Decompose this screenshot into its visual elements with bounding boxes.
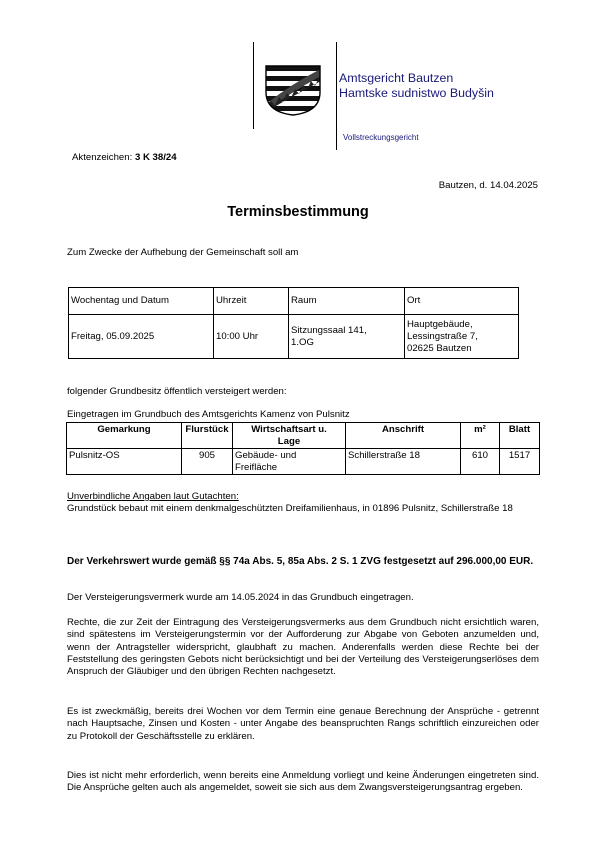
- advice-text: Es ist zweckmäßig, bereits drei Wochen vor dem Termin eine genaue Berechnung der Ansprüche - getrennt nach Hauptsache, Zinsen und Kosten - unter Angabe des beanspruchten Rangs schriftlich einzureichen oder zu Protokoll der Geschäftsstelle zu erklären.: [67, 706, 539, 742]
- cell-gemarkung: Pulsnitz-OS: [67, 449, 182, 475]
- file-reference: [72, 152, 177, 163]
- cell-anschrift: Schillerstraße 18: [346, 449, 461, 475]
- place-line-2: Lessingstraße 7,: [407, 330, 478, 342]
- header-wirtschaftsart: [233, 423, 346, 449]
- header-anschrift: Anschrift: [346, 423, 461, 449]
- appointment-date: Freitag, 05.09.2025: [69, 315, 214, 359]
- court-name-german: Amtsgericht Bautzen: [339, 71, 454, 85]
- property-table: [66, 422, 540, 475]
- wirtschaftsart-line-1: Gebäude- und: [235, 450, 297, 461]
- expert-heading: Unverbindliche Angaben laut Gutachten:: [67, 491, 239, 502]
- wirtschaftsart-line-2: Freifläche: [235, 461, 278, 473]
- court-name-sorbian: Hamtske sudnistwo Budyšin: [339, 86, 494, 100]
- header-left-rule: [253, 42, 254, 129]
- appointment-time: 10:00 Uhr: [214, 315, 289, 359]
- header-wirtschaftsart-line-1: Wirtschaftsart u.: [251, 424, 327, 435]
- header-right-rule: [336, 42, 337, 150]
- cell-blatt: 1517: [500, 449, 540, 475]
- header-date: Wochentag und Datum: [69, 288, 214, 315]
- place-line-1: Hauptgebäude,: [407, 318, 473, 330]
- register-line: Eingetragen im Grundbuch des Amtsgerichts Kamenz von Pulsnitz: [67, 409, 350, 420]
- entry-text: Der Versteigerungsvermerk wurde am 14.05.2024 in das Grundbuch eingetragen.: [67, 592, 414, 603]
- final-text: Dies ist nicht mehr erforderlich, wenn bereits eine Anmeldung vorliegt und keine Änderungen eingetreten sind. Die Ansprüche gelten auch als angemeldet, soweit sie sich aus dem Zwangsversteigerungsantrag ergeben.: [67, 770, 539, 794]
- saxony-coat-of-arms-icon: [263, 64, 323, 116]
- document-title: Terminsbestimmung: [227, 204, 369, 220]
- property-table-header: [67, 423, 540, 449]
- cell-wirtschaftsart: [233, 449, 346, 475]
- header-blatt: Blatt: [500, 423, 540, 449]
- property-intro: folgender Grundbesitz öffentlich versteigert werden:: [67, 386, 287, 397]
- court-type: Vollstreckungsgericht: [343, 133, 419, 142]
- appointment-table-row: [69, 315, 519, 359]
- header-wirtschaftsart-line-2: Lage: [277, 435, 301, 447]
- market-value-text: Der Verkehrswert wurde gemäß §§ 74a Abs. 5, 85a Abs. 2 S. 1 ZVG festgesetzt auf 296.000,00 EUR.: [67, 556, 534, 567]
- header-flurstueck: Flurstück: [182, 423, 233, 449]
- place-date: Bautzen, d. 14.04.2025: [438, 180, 538, 191]
- file-reference-label: Aktenzeichen:: [72, 152, 133, 163]
- cell-m2: 610: [461, 449, 500, 475]
- property-table-row: [67, 449, 540, 475]
- header-place: Ort: [405, 288, 519, 315]
- intro-text: Zum Zwecke der Aufhebung der Gemeinschaft soll am: [67, 247, 299, 258]
- place-line-3: 02625 Bautzen: [407, 342, 472, 354]
- appointment-table-header: [69, 288, 519, 315]
- file-reference-value: 3 K 38/24: [134, 152, 177, 163]
- header-time: Uhrzeit: [214, 288, 289, 315]
- room-line-2: 1.OG: [291, 336, 314, 348]
- room-line-1: Sitzungssaal 141,: [291, 324, 367, 336]
- header-room: Raum: [289, 288, 405, 315]
- header-m2: m²: [461, 423, 500, 449]
- expert-text: Grundstück bebaut mit einem denkmalgeschützten Dreifamilienhaus, in 01896 Pulsnitz, Schillerstraße 18: [67, 503, 513, 514]
- appointment-place: [405, 315, 519, 359]
- appointment-room: [289, 315, 405, 359]
- rights-text: Rechte, die zur Zeit der Eintragung des Versteigerungsvermerks aus dem Grundbuch nicht ersichtlich waren, sind spätestens im Versteigerungstermin vor der Aufforderung zur Abgabe von Geboten anzumelden und, wenn der Antragsteller widerspricht, glaubhaft zu machen. Anderenfalls werden diese Rechte bei der Feststellung des geringsten Gebots nicht berücksichtigt und bei der Verteilung des Versteigerungserlöses dem Anspruch der Gläubiger und den übrigen Rechten nachgesetzt.: [67, 617, 539, 678]
- appointment-table: [68, 287, 519, 359]
- header-gemarkung: Gemarkung: [67, 423, 182, 449]
- cell-flurstueck: 905: [182, 449, 233, 475]
